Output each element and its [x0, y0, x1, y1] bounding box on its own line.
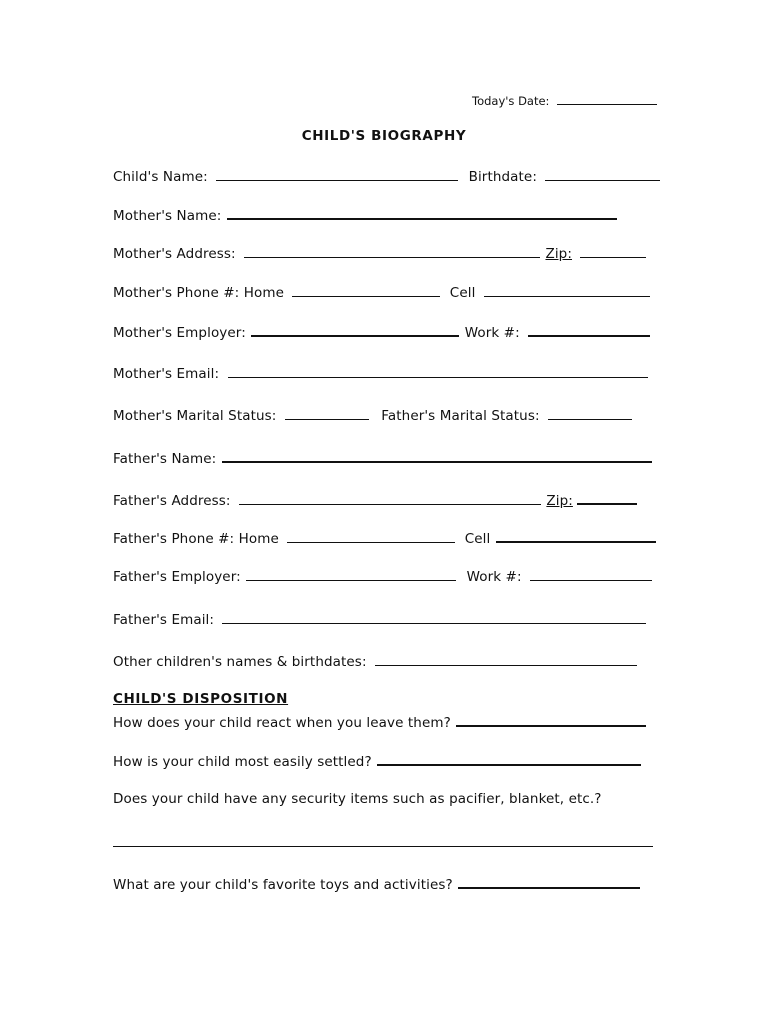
birthdate-field[interactable] — [545, 168, 660, 181]
fathers-marital-field[interactable] — [548, 407, 632, 420]
fathers-work-field[interactable] — [530, 568, 652, 581]
fathers-home-phone-field[interactable] — [287, 530, 455, 543]
mothers-address-label: Mother's Address: — [113, 246, 236, 262]
page-title-text: CHILD'S BIOGRAPHY — [301, 128, 467, 144]
childs-name-row — [113, 168, 660, 185]
disposition-q3-field[interactable] — [113, 846, 653, 847]
mothers-name-row — [113, 206, 617, 224]
fathers-employer-row — [113, 568, 652, 585]
disposition-q1-label: How does your child react when you leave them? — [113, 715, 451, 731]
fathers-name-row — [113, 449, 652, 467]
disposition-q1-row — [113, 713, 646, 731]
mothers-address-field[interactable] — [244, 245, 540, 258]
disposition-q4-row — [113, 875, 640, 893]
disposition-q3-row — [113, 791, 602, 807]
todays-date-field[interactable] — [557, 92, 657, 105]
mothers-cell-field[interactable] — [484, 284, 650, 297]
mothers-cell-label: Cell — [449, 285, 476, 301]
fathers-email-row — [113, 611, 646, 628]
disposition-q4-field[interactable] — [458, 875, 640, 889]
mothers-phone-label: Mother's Phone #: Home — [113, 285, 284, 301]
disposition-q2-row — [113, 752, 641, 770]
mothers-marital-field[interactable] — [285, 407, 369, 420]
other-children-field[interactable] — [375, 653, 637, 666]
mothers-email-field[interactable] — [228, 365, 648, 378]
mothers-marital-label: Mother's Marital Status: — [113, 408, 277, 424]
fathers-zip-label: Zip: — [546, 493, 573, 509]
disposition-q1-field[interactable] — [456, 713, 646, 727]
childs-name-field[interactable] — [216, 168, 458, 181]
fathers-name-field[interactable] — [222, 449, 652, 463]
fathers-zip-field[interactable] — [577, 491, 637, 505]
mothers-zip-label: Zip: — [545, 246, 573, 262]
childs-name-label: Child's Name: — [113, 169, 208, 185]
birthdate-label: Birthdate: — [468, 169, 537, 185]
mothers-work-label: Work #: — [464, 325, 520, 341]
fathers-address-field[interactable] — [239, 492, 541, 505]
mothers-zip-field[interactable] — [580, 245, 646, 258]
fathers-work-label: Work #: — [466, 569, 522, 585]
fathers-phone-row — [113, 529, 656, 547]
mothers-home-phone-field[interactable] — [292, 284, 440, 297]
todays-date-row — [472, 92, 657, 108]
marital-status-row — [113, 407, 632, 424]
fathers-marital-label: Father's Marital Status: — [381, 408, 540, 424]
todays-date-label: Today's Date: — [472, 94, 550, 108]
disposition-q3-label: Does your child have any security items such as pacifier, blanket, etc.? — [113, 791, 602, 807]
page-title — [0, 128, 768, 144]
mothers-email-label: Mother's Email: — [113, 366, 220, 382]
mothers-employer-field[interactable] — [251, 323, 459, 337]
disposition-heading: CHILD'S DISPOSITION — [113, 691, 289, 707]
disposition-q2-label: How is your child most easily settled? — [113, 754, 372, 770]
fathers-employer-field[interactable] — [246, 568, 456, 581]
fathers-phone-label: Father's Phone #: Home — [113, 531, 279, 547]
mothers-name-field[interactable] — [227, 206, 617, 220]
mothers-name-label: Mother's Name: — [113, 208, 222, 224]
fathers-address-row — [113, 491, 637, 509]
fathers-email-label: Father's Email: — [113, 612, 215, 628]
fathers-name-label: Father's Name: — [113, 451, 217, 467]
disposition-q4-label: What are your child's favorite toys and activities? — [113, 877, 453, 893]
mothers-work-field[interactable] — [528, 323, 650, 337]
fathers-email-field[interactable] — [222, 611, 646, 624]
mothers-address-row — [113, 245, 646, 262]
mothers-employer-label: Mother's Employer: — [113, 325, 246, 341]
disposition-q2-field[interactable] — [377, 752, 641, 766]
mothers-employer-row — [113, 323, 650, 341]
fathers-cell-label: Cell — [464, 531, 491, 547]
other-children-label: Other children's names & birthdates: — [113, 654, 367, 670]
fathers-employer-label: Father's Employer: — [113, 569, 241, 585]
fathers-cell-field[interactable] — [496, 529, 656, 543]
other-children-row — [113, 653, 637, 670]
mothers-phone-row — [113, 284, 650, 301]
fathers-address-label: Father's Address: — [113, 493, 231, 509]
mothers-email-row — [113, 365, 648, 382]
